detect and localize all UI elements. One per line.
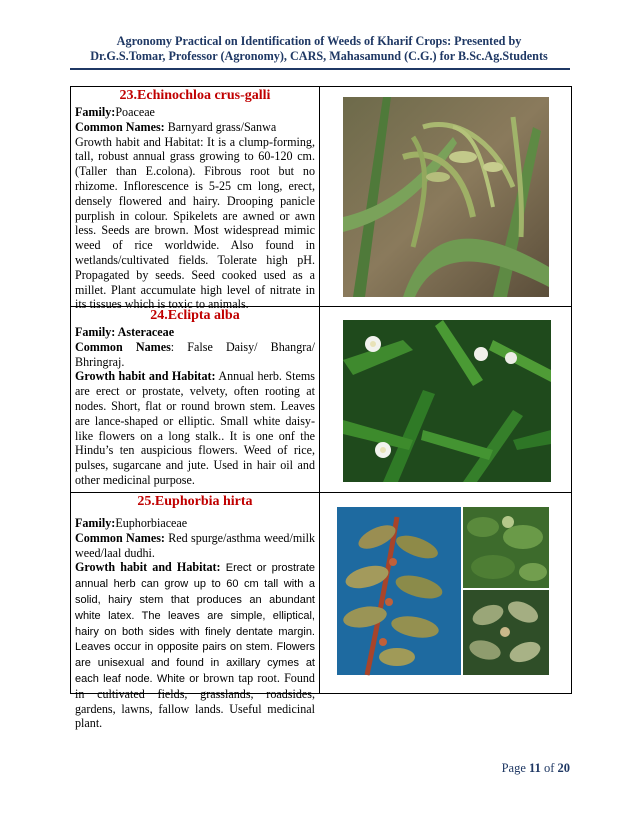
family-line: Family:Euphorbiaceae (75, 516, 188, 530)
table-row (71, 306, 571, 493)
weed-title: 24.Eclipta alba (150, 308, 240, 323)
weed-image-cell (321, 87, 571, 306)
red-spurge-photo (337, 507, 461, 675)
header-rule (70, 68, 570, 70)
common-names-line: Common Names: Barnyard grass/Sanwa (75, 119, 277, 134)
growth-habit-text: Growth habit and Habitat: It is a clump-forming, tall, robust annual grass growing to 60-120 cm. (Taller than E.colona). Fibrous root but no rhizome. Inflorescence is 5-25 cm long, erect, densely flowered and hairy. Drooping panicle purplish in colour. Spikelets are awned or awn less. Seeds are brown. Most widespread mimic weed of rice worldwide. Also found in wetlands/cultivated fields. Tolerate high pH. Propagated by seeds. Seed cooked used as a millet. Plant accumulate high level of nitrate in its tissues which is toxic to animals. (75, 134, 315, 312)
red-spurge-closeup-photo (463, 590, 549, 675)
false-daisy-photo (343, 320, 551, 482)
weed-description-cell (71, 307, 320, 493)
weed-image-cell (321, 493, 571, 694)
weed-table (70, 86, 572, 731)
family-line: Family:Poaceae (75, 105, 155, 119)
table-row (71, 87, 571, 312)
header-line-1: Agronomy Practical on Identification of Weeds of Kharif Crops: Presented by (116, 34, 522, 48)
barnyard-grass-photo (343, 97, 549, 297)
document-header (60, 34, 578, 64)
family-line: Family: Asteraceae (75, 325, 175, 339)
header-line-2: Dr.G.S.Tomar, Professor (Agronomy), CARS, Mahasamund (C.G.) for B.Sc.Ag.Students (90, 49, 548, 63)
weed-image-cell (321, 307, 571, 493)
weed-description-cell (71, 87, 320, 312)
weed-title: 25.Euphorbia hirta (137, 494, 253, 509)
weed-title: 23.Echinochloa crus-galli (119, 88, 271, 103)
table-row (71, 492, 571, 731)
growth-habit-text: Growth habit and Habitat: Erect or prostrate annual herb can grow up to 60 cm tall with a solid, hairy stem that produces an abundant white latex. The leaves are simple, elliptical, hairy on both sides with finely dentate margin. Leaves occur in opposite pairs on stem. Flowers are unisexual and found in axillary cymes at each leaf node. White or brown tap root. Found in cultivated fields, grasslands, roadsides, gardens, lawns, fallow lands. Useful medicinal plant. (75, 560, 315, 731)
page-number: 11 (529, 761, 541, 775)
page-footer: Page 11 of 20 (501, 761, 570, 775)
red-spurge-field-photo (463, 507, 549, 588)
growth-habit-text: Growth habit and Habitat: Annual herb. Stems are erect or prostate, velvety, often rooting at nodes. Short, flat or round brown stem. Leaves are lance-shaped or elliptic. Small white daisy-like flowers on a long stalk.. It is one onf the Hindu’s ten auspicious flowers. Weed of rice, pulses, sugarcane and jute. Used in hair oil and other medicinal purpose. (75, 369, 315, 487)
page-total: 20 (557, 761, 570, 775)
weed-description-cell (71, 493, 320, 731)
common-names-line: Common Names: False Daisy/ Bhangra/ Bhringraj. (75, 339, 315, 369)
common-names-line: Common Names: Red spurge/asthma weed/milk weed/laal dudhi. (75, 530, 315, 560)
